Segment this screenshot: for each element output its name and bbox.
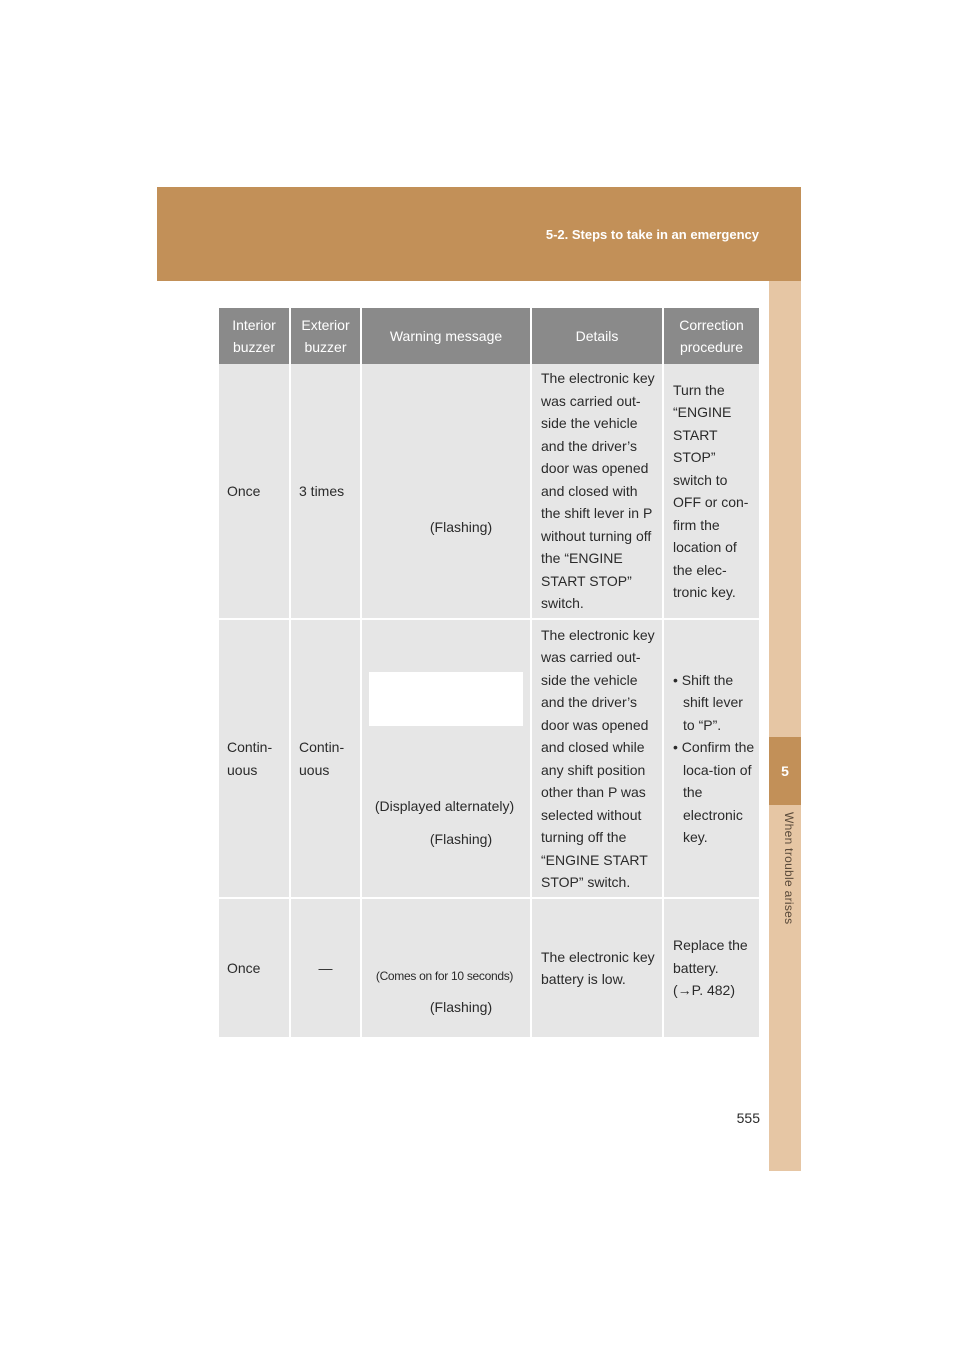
header-warning-message: Warning message	[361, 308, 531, 364]
warning-message-cell	[361, 364, 531, 619]
message-note-flashing: (Flashing)	[429, 830, 493, 847]
exterior-buzzer-cell: —	[290, 898, 361, 1038]
warning-message-cell	[361, 898, 531, 1038]
correction-list	[673, 669, 757, 849]
correction-text: Replace the battery.	[673, 937, 748, 976]
chapter-tab: 5	[769, 737, 801, 805]
header-interior-buzzer: Interior buzzer	[219, 308, 290, 364]
header-details: Details	[531, 308, 663, 364]
header-exterior-buzzer: Exterior buzzer	[290, 308, 361, 364]
message-display-box	[369, 672, 523, 726]
details-cell: The electronic key was carried out-side the vehicle and the driver’s door was opened and closed while any shift position other than P was selected without turning off the “ENGINE START STOP” switch.	[531, 619, 663, 898]
section-title: 5-2. Steps to take in an emergency	[545, 227, 759, 242]
interior-buzzer-cell: Contin-uous	[219, 619, 290, 898]
table-row	[219, 898, 759, 1038]
details-cell: The electronic key battery is low.	[531, 898, 663, 1038]
correction-cell: Turn the “ENGINE START STOP” switch to OFF or con-firm the location of the elec-tronic key.	[663, 364, 759, 619]
header-band	[157, 187, 801, 281]
message-note-flashing: (Flashing)	[429, 998, 493, 1015]
table-row	[219, 619, 759, 898]
interior-buzzer-cell: Once	[219, 898, 290, 1038]
page-reference: (→P. 482)	[673, 982, 735, 999]
correction-cell	[663, 898, 759, 1038]
warning-table	[219, 308, 759, 1039]
interior-buzzer-cell: Once	[219, 364, 290, 619]
message-note-alternate: (Displayed alternately)	[374, 798, 515, 814]
correction-item: • Confirm the loca-tion of the electronic key.	[673, 739, 755, 845]
details-cell: The electronic key was carried out-side the vehicle and the driver’s door was opened and closed with the shift lever in P without turning off the “ENGINE START STOP” switch.	[531, 364, 663, 619]
message-note: (Flashing)	[429, 519, 493, 535]
correction-item: • Shift the shift lever to “P”.	[673, 671, 743, 733]
chapter-label: When trouble arises	[782, 812, 796, 925]
correction-cell	[663, 619, 759, 898]
warning-message-cell	[361, 619, 531, 898]
page-number: 555	[736, 1110, 760, 1126]
exterior-buzzer-cell: Contin-uous	[290, 619, 361, 898]
side-strip	[769, 281, 801, 1171]
message-note-duration: (Comes on for 10 seconds)	[375, 969, 514, 983]
header-correction-procedure: Correction procedure	[663, 308, 759, 364]
exterior-buzzer-cell: 3 times	[290, 364, 361, 619]
table-row	[219, 364, 759, 619]
table-header-row	[219, 308, 759, 364]
